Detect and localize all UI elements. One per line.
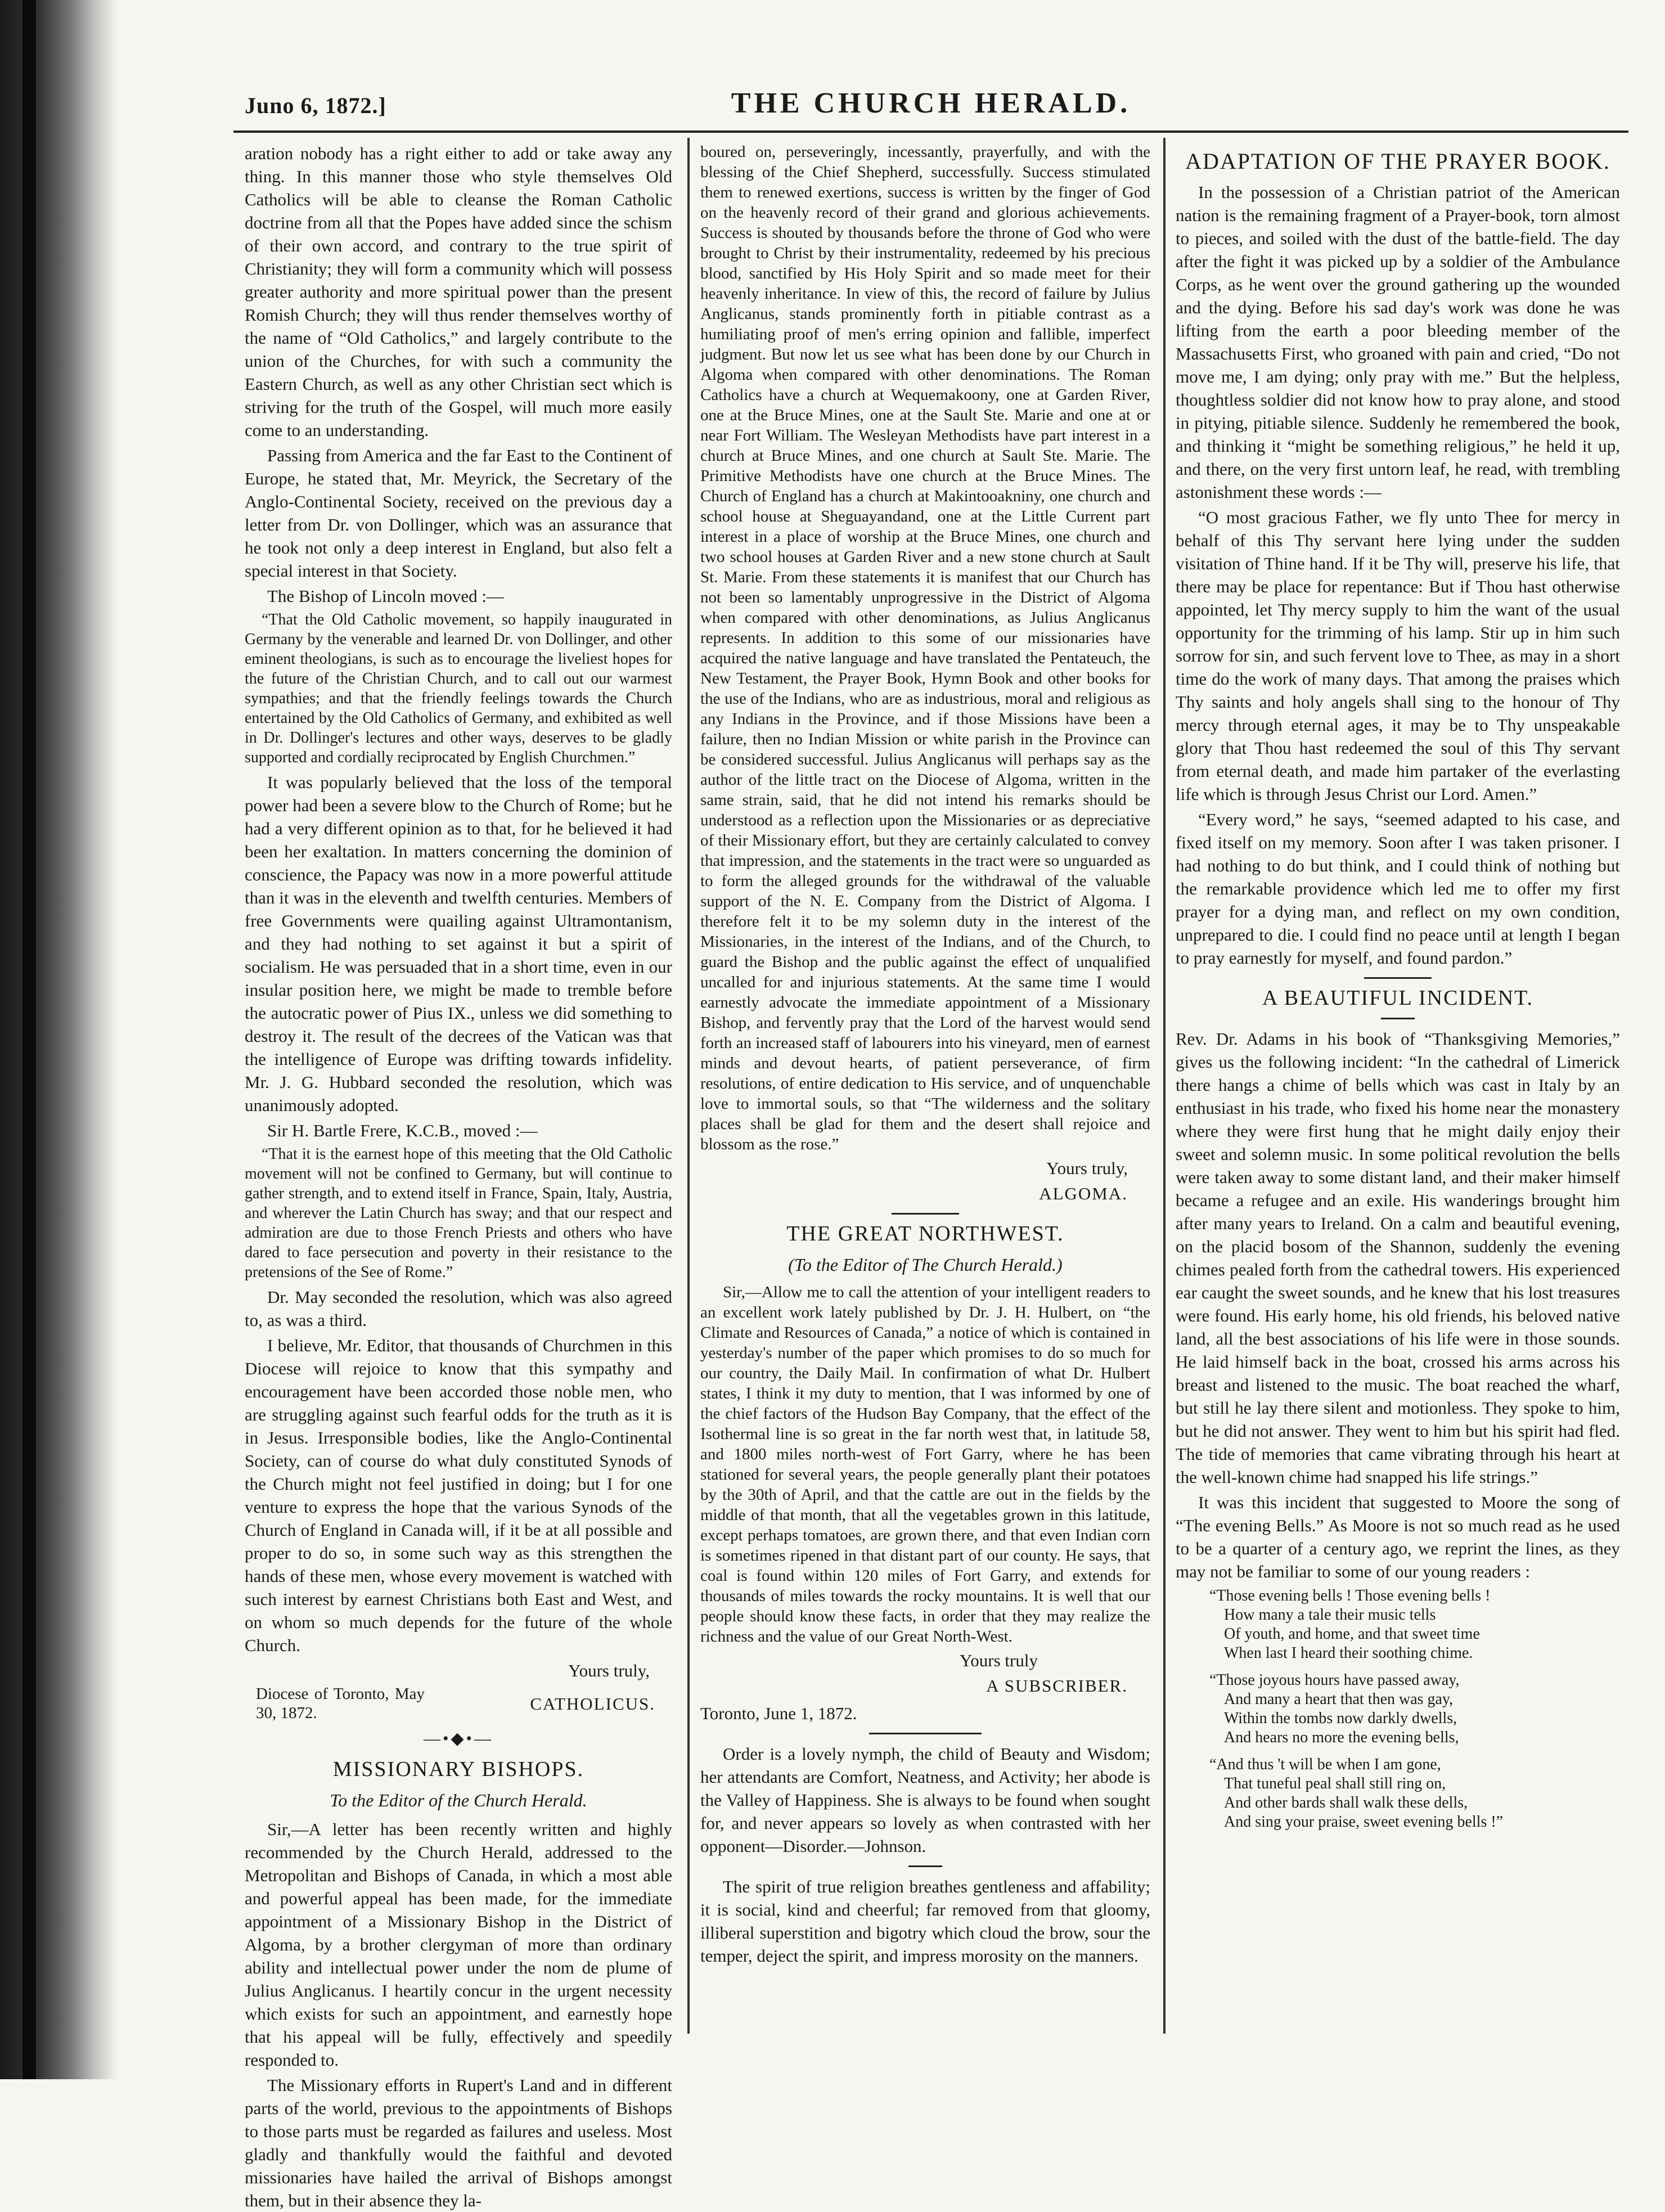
resolution-quote: “That it is the earnest hope of this meeting that the Old Catholic movement will not be confined to Germany, but will continue to gather strength, and to extend itself in France, Spain, Italy, Austria, and wherever the Latin Church has sway; and that our respect and admiration are due to those French Priests and others who have dared to face persecution and poverty in their resistance to the pretensions of the See of Rome.” [245, 1145, 672, 1281]
poem-line: “Those joyous hours have passed away, [1209, 1671, 1460, 1689]
signature-place: Diocese of Toronto, May 30, 1872. [256, 1685, 425, 1722]
poem-line: And many a heart that then was gay, [1224, 1691, 1454, 1708]
article-paragraph: It was this incident that suggested to Moore the song of “The evening Bells.” As Moore is not so much read as he used to be a quarter of a century ago, we reprint the lines, as they may not be familiar to some of our young readers : [1176, 1492, 1620, 1581]
section-divider [1381, 1018, 1415, 1019]
article-paragraph: Order is a lovely nymph, the child of Beauty and Wisdom; her attendants are Comfort, Neatness, and Activity; her abode is the Valley of Happiness. She is always to be found when sought for, and never appears so lovely as when contrasted with her opponent—Disorder.—Johnson. [700, 1744, 1150, 1856]
section-divider [1364, 977, 1432, 979]
poem-line: Of youth, and home, and that sweet time [1224, 1625, 1480, 1643]
article-paragraph: boured on, perseveringly, incessantly, prayerfully, and with the blessing of the Chief Shepherd, successfully. Success stimulated them to renewed exertions, success is written by the finger of God on the heavenly record of their grand and glorious achievements. Success is shouted by thousands before the throne of God who were brought to Christ by their instrumentality, redeemed by his precious blood, sanctified by His Holy Spirit and so made meet for their heavenly inheritance. In view of this, the record of failure by Julius Anglicanus, stands prominently forth in pitiable contrast as a humiliating proof of men's erring opinion and fallible, imperfect judgment. But now let us see what has been done by our Church in Algoma when compared with other denominations. The Roman Catholics have a church at Wequemakoony, one at Garden River, one at the Bruce Mines, one at the Sault Ste. Marie and one at or near Fort William. The Wesleyan Methodists have part interest in a church at Bruce Mines, and one church at Sault Ste. Marie. The Primitive Methodists have one church at the Bruce Mines. The Church of England has a church at Makintooakniny, one church and school house at Sheguayandand, one at the Little Current part interest in a place of worship at the Bruce Mines, one church and two school houses at Garden River and a new stone church at Sault St. Marie. From these statements it is manifest that our Church has not been so lamentably unprogressive in the District of Algoma when compared with other denominations, as Julius Anglicanus represents. In addition to this some of our missionaries have acquired the native language and have translated the Pentateuch, the New Testament, the Prayer Book, Hymn Book and other books for the use of the Indians, who are as industrious, moral and religious as any Indians in the Province, and if those Missions have been a failure, then no Indian Mission or white parish in the Province can be considered successful. Julius Anglicanus will perhaps say as the author of the little tract on the Diocese of Algoma, written in the same strain, said, that he did not intend his remarks should be understood as a reflection upon the Missionaries or as depreciative of their Missionary effort, but they are certainly calculated to convey that impression, and the statements in the tract were so unguarded as to form the alleged grounds for the withdrawal of the valuable support of the N. E. Company from the District of Algoma. I therefore felt it to be my solemn duty in the interest of the Missionaries, in the interest of the Indians, and of the Church, to guard the Bishop and the public against the effect of unqualified uncalled for and injurious statements. At the same time I would earnestly advocate the immediate appointment of a Missionary Bishop, and fervently pray that the Lord of the harvest would send forth an increased staff of labourers into his vineyard, men of earnest minds and devout hearts, of patient perseverance, of firm resolutions, of entire dedication to His service, and of unquenchable love to immortal souls, so that “The wilderness and the solitary places shall be glad for them and the desert shall rejoice and blossom as the rose.” [700, 143, 1150, 1153]
signature-name: A SUBSCRIBER. [986, 1676, 1128, 1696]
issue-date: Juno 6, 1872.] [245, 93, 386, 118]
article-paragraph: Sir,—Allow me to call the attention of your intelligent readers to an excellent work lately published by Dr. J. H. Hulbert, on “the Climate and Resources of Canada,” a notice of which is contained in yesterday's number of the paper which promises to do so much for our country, the Daily Mail. In confirmation of what Dr. Hulbert states, I think it my duty to mention, that I was informed by one of the chief factors of the Hudson Bay Company, that the effect of the Isothermal line is so great in the far north west that, in latitude 58, and 1800 miles north-west of Fort Garry, where he has been stationed for several years, the people generally plant their potatoes by the 30th of April, and that the cattle are out in the fields by the middle of that month, that all the vegetables grown in this latitude, except perhaps tomatoes, are grown there, and that even Indian corn is sometimes ripened in that distant part of our county. He says, that coal is found within 120 miles of Fort Garry, and extends for thousands of miles towards the rocky mountains. It is well that our people should know these facts, in order that they may realize the richness and the value of our Great North-West. [700, 1283, 1150, 1645]
signature-name: CATHOLICUS. [530, 1693, 655, 1714]
section-ornament: —•◆•— [423, 1729, 494, 1748]
column-3 [1176, 142, 1620, 2043]
column-rule-1 [687, 138, 690, 2034]
article-paragraph: aration nobody has a right either to add or take away any thing. In this manner those who style themselves Old Catholics will be able to cleanse the Roman Catholic doctrine from all that the Popes have added since the schism of their own accord, and contrary to the true spirit of Christianity; they will form a community which will possess greater authority and more spiritual power than the present Romish Church; they will thus render themselves worthy of the name of “Old Catholics,” and largely contribute to the union of the Churches, for with such a community the Eastern Church, as well as any other Christian sect which is striving for the truth of the Gospel, will much more easily come to an understanding. [245, 143, 672, 440]
poem-stanza-break [1209, 1747, 1620, 1755]
resolution-quote: “That the Old Catholic movement, so happily inaugurated in Germany by the venerable and learned Dr. von Dollinger, and other eminent theologians, is such as to encourage the liveliest hopes for the future of the Christian Church, and to call out our warmest sympathies; and that the friendly feelings towards the Church entertained by the Old Catholics of Germany, and exhibited as well in Dr. Dollinger's lectures and other ways, deserves to be gladly supported and cordially reciprocated by English Churchmen.” [245, 611, 672, 766]
page-binding-shadow [0, 0, 118, 2079]
poem-line: “And thus 't will be when I am gone, [1209, 1756, 1441, 1773]
poem-line: “Those evening bells ! Those evening bells ! [1209, 1587, 1491, 1604]
article-subheading: To the Editor of the Church Herald. [330, 1790, 587, 1810]
article-paragraph: Dr. May seconded the resolution, which was also agreed to, as was a third. [245, 1287, 672, 1330]
article-paragraph: The Bishop of Lincoln moved :— [267, 586, 505, 606]
section-divider [869, 1733, 982, 1734]
article-paragraph: Sir H. Bartle Frere, K.C.B., moved :— [267, 1121, 538, 1140]
section-divider [892, 1213, 959, 1215]
dateline: Toronto, June 1, 1872. [700, 1703, 857, 1723]
article-subheading: (To the Editor of The Church Herald.) [788, 1255, 1063, 1275]
poem-line: How many a tale their music tells [1224, 1606, 1436, 1624]
column-rule-2 [1163, 138, 1166, 2034]
poem-line: And other bards shall walk these dells, [1224, 1794, 1468, 1811]
article-heading: THE GREAT NORTHWEST. [786, 1222, 1064, 1246]
article-paragraph: Rev. Dr. Adams in his book of “Thanksgiving Memories,” gives us the following incident: “In the cathedral of Limerick there hangs a chime of bells which was cast in Italy by an enthusiast in his trade, who fixed his home near the monastery where they were first hung that he might daily enjoy their sweet and solemn music. In some political revolution the bells were taken away to some distant land, and their maker himself became a refugee and an exile. His wanderings brought him after many years to Ireland. On a calm and beautiful evening, on the placid bosom of the Shannon, suddenly the evening chimes pealed forth from the cathedral towers. His experienced ear caught the sweet sounds, and he knew that his lost treasures were found. His early home, his old friends, his beloved native land, all the best associations of his life were in those sounds. He laid himself back in the boat, crossed his arms across his breast and listened to the music. The boat reached the wharf, but still he lay there silent and motionless. They spoke to him, but he did not answer. They went to him but his spirit had fled. The tide of memories that came vibrating through his heart at the well-known chime had snapped his life strings.” [1176, 1029, 1620, 1487]
signature-block [256, 1684, 655, 1723]
page-header [233, 84, 1628, 124]
poem-line: That tuneful peal shall still ring on, [1224, 1775, 1446, 1792]
prayer-text: “O most gracious Father, we fly unto Thee for mercy in behalf of this Thy servant here lying under the sudden visitation of Thine hand. If it be Thy will, preserve his life, that there may be place for repentance: But if Thou hast otherwise appointed, let Thy mercy supply to him the want of the usual opportunity for the trimming of his lamp. Stir up in him such sorrow for sin, and such fervent love to Thee, as may in a short time do the work of many days. That among the praises which Thy saints and holy angels shall sing to the honour of Thy mercy through eternal ages, it may be to Thy unspeakable glory that Thou hast redeemed the soul of this Thy servant from eternal death, and made him partaker of the everlasting life which is through Jesus Christ our Lord. Amen.” [1176, 507, 1620, 804]
article-heading: A BEAUTIFUL INCIDENT. [1262, 986, 1534, 1010]
section-divider [908, 1865, 942, 1867]
column-2 [700, 142, 1150, 2043]
article-paragraph: Passing from America and the far East to the Continent of Europe, he stated that, Mr. Meyrick, the Secretary of the Anglo-Continental Society, received on the previous day a letter from Dr. von Dollinger, which was an assurance that he took not only a deep interest in England, but also felt a special interest in that Society. [245, 446, 672, 581]
poem-line: When last I heard their soothing chime. [1224, 1644, 1473, 1662]
article-heading: ADAPTATION OF THE PRAYER BOOK. [1185, 149, 1610, 174]
poem-line: Within the tombs now darkly dwells, [1224, 1710, 1457, 1727]
signature-close: Yours truly, [568, 1661, 650, 1680]
column-1 [245, 142, 672, 2210]
article-paragraph: The Missionary efforts in Rupert's Land and in different parts of the world, previous to the appointments of Bishops to those parts must be regarded as failures and useless. Most gladly and thankfully would the faithful and devoted missionaries have hailed the arrival of Bishops amongst them, but in their absence they la- [245, 2075, 672, 2210]
article-paragraph: Sir,—A letter has been recently written and highly recommended by the Church Herald, addressed to the Metropolitan and Bishops of Canada, in which a most able and powerful appeal has been made, for the immediate appointment of a Missionary Bishop in the District of Algoma, by a brother clergyman of more than ordinary ability and intellectual power under the nom de plume of Julius Anglicanus. I heartily concur in the urgent necessity which exists for such an appointment, and earnestly hope that his appeal will be fully, effectively and speedily responded to. [245, 1819, 672, 2070]
poem-evening-bells [1209, 1586, 1620, 1832]
poem-stanza-break [1209, 1663, 1620, 1671]
article-paragraph: It was popularly believed that the loss of the temporal power had been a severe blow to the Church of Rome; but he had a very different opinion as to that, for he believed it had been her exaltation. In matters concerning the dominion of conscience, the Papacy was now in a more powerful attitude than it was in the eleventh and twelfth centuries. Members of free Governments were quailing against Ultramontanism, and they had nothing to set against it but a spirit of socialism. He was persuaded that in a short time, even in our insular position here, we might be made to tremble before the autocratic power of Pius IX., unless we did something to destroy it. The result of the decrees of the Vatican was that the intelligence of Europe was drifting towards infidelity. Mr. J. G. Hubbard seconded the resolution, which was unanimously adopted. [245, 772, 672, 1115]
article-heading: MISSIONARY BISHOPS. [332, 1757, 584, 1781]
signature-name: ALGOMA. [1039, 1184, 1128, 1203]
poem-line: And sing your praise, sweet evening bells !” [1224, 1813, 1504, 1831]
article-paragraph: “Every word,” he says, “seemed adapted to his case, and fixed itself on my memory. Soon after I was taken prisoner. I had nothing to do but think, and I could think of nothing but the remarkable providence which led me to offer my first prayer for a dying man, and reflect on my own condition, unprepared to die. I could find no peace until at length I began to pray earnestly for myself, and found pardon.” [1176, 810, 1620, 968]
article-paragraph: I believe, Mr. Editor, that thousands of Churchmen in this Diocese will rejoice to know that this sympathy and encouragement have been accorded those noble men, who are struggling against such fearful odds for the truth as it is in Jesus. Irresponsible bodies, like the Anglo-Continental Society, can of course do what duly constituted Synods of the Church might not feel justified in doing; but I for one venture to express the hope that the various Synods of the Church of England in Canada will, if it be at all possible and proper to do so, in some such way as this strengthen the hands of these men, whose every movement is watched with such interest by earnest Christians both East and West, and on whom so much depends for the future of the whole Church. [245, 1336, 672, 1655]
binding-streak [22, 0, 36, 2079]
header-rule [233, 131, 1628, 133]
article-paragraph: The spirit of true religion breathes gentleness and affability; it is social, kind and cheerful; far removed from that gloomy, illiberal superstition and bigotry which cloud the brow, sour the temper, deject the spirit, and impress morosity on the manners. [700, 1877, 1150, 1966]
newspaper-title: THE CHURCH HERALD. [731, 87, 1131, 119]
poem-line: And hears no more the evening bells, [1224, 1729, 1459, 1746]
signature-close: Yours truly [960, 1651, 1038, 1670]
article-paragraph: In the possession of a Christian patriot of the American nation is the remaining fragment of a Prayer-book, torn almost to pieces, and soiled with the dust of the battle-field. The day after the fight it was picked up by a soldier of the Ambulance Corps, as he went over the ground gathering up the wounded and the dying. Before his sad day's work was done he was lifting from the earth a poor bleeding member of the Massachusetts First, who groaned with pain and cried, “Do not move me, I am dying; only pray with me.” But the helpless, thoughtless soldier did not know how to pray alone, and stood in pitying, pitiable silence. Suddenly he remembered the book, and thinking it “might be something religious,” he held it up, and there, on the very first untorn leaf, he read, with trembling astonishment these words :— [1176, 182, 1620, 502]
signature-close: Yours truly, [1046, 1158, 1128, 1178]
